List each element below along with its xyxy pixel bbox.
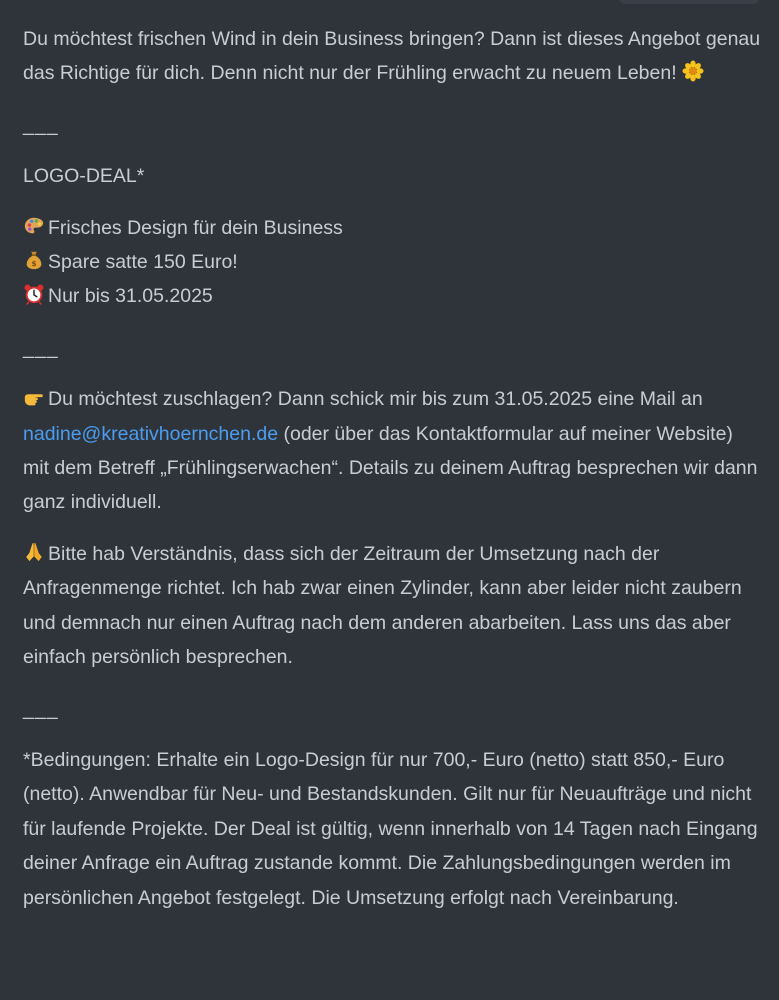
cta-text-before: Du möchtest zuschlagen? Dann schick mir bis zum 31.05.2025 eine Mail an — [48, 388, 703, 411]
folded-hands-icon — [23, 541, 45, 563]
deal-line-text: Nur bis 31.05.2025 — [48, 285, 213, 308]
blossom-icon — [682, 60, 704, 82]
deal-list — [23, 211, 763, 314]
intro-paragraph — [23, 22, 763, 91]
cta-text-after: (oder über das Kontaktformular auf meiner Website) mit dem Betreff „Frühlingserwachen“. Details zu deinem Auftrag besprechen wir dann ganz individuell. — [23, 422, 758, 514]
money-bag-icon — [23, 249, 45, 271]
intro-text: Du möchtest frischen Wind in dein Business bringen? Dann ist dieses Angebot genau das Richtige für dich. Denn nicht nur der Frühling erwacht zu neuem Leben! — [23, 28, 761, 85]
alarm-clock-icon — [23, 283, 45, 305]
svg-text:$: $ — [31, 258, 37, 268]
separator: ___ — [23, 336, 59, 359]
deal-title: LOGO-DEAL* — [23, 165, 145, 188]
note-text: Bitte hab Verständnis, dass sich der Zeitraum der Umsetzung nach der Anfragenmenge richtet. Ich hab zwar einen Zylinder, kann aber leider nicht zaubern und demnach nur einen Auftrag nach dem anderen abarbeiten. Lass uns das aber einfach persönlich besprechen. — [23, 542, 742, 669]
deal-line — [23, 245, 763, 279]
deal-line — [23, 211, 763, 245]
deal-line-text: Spare satte 150 Euro! — [48, 251, 238, 274]
palette-icon — [23, 215, 45, 237]
cta-paragraph — [23, 382, 763, 520]
email-link[interactable]: nadine@kreativhoernchen.de — [23, 422, 279, 445]
note-paragraph — [23, 537, 763, 675]
separator: ___ — [23, 697, 59, 720]
pointing-hand-icon — [23, 386, 45, 408]
top-tab-edge — [619, 0, 759, 4]
deal-line — [23, 279, 763, 313]
separator: ___ — [23, 113, 59, 136]
deal-line-text: Frisches Design für dein Business — [48, 216, 343, 239]
conditions-paragraph: *Bedingungen: Erhalte ein Logo-Design für nur 700,- Euro (netto) statt 850,- Euro (netto). Anwendbar für Neu- und Bestandskunden. Gilt nur für Neuaufträge und nicht für laufende Projekte. Der Deal ist gültig, wenn innerhalb von 14 Tagen nach Eingang deiner Anfrage ein Auftrag zustande kommt. Die Zahlungsbedingungen werden im persönlichen Angebot festgelegt. Die Umsetzung erfolgt nach Vereinbarung. — [23, 748, 758, 909]
message-body — [23, 22, 763, 932]
